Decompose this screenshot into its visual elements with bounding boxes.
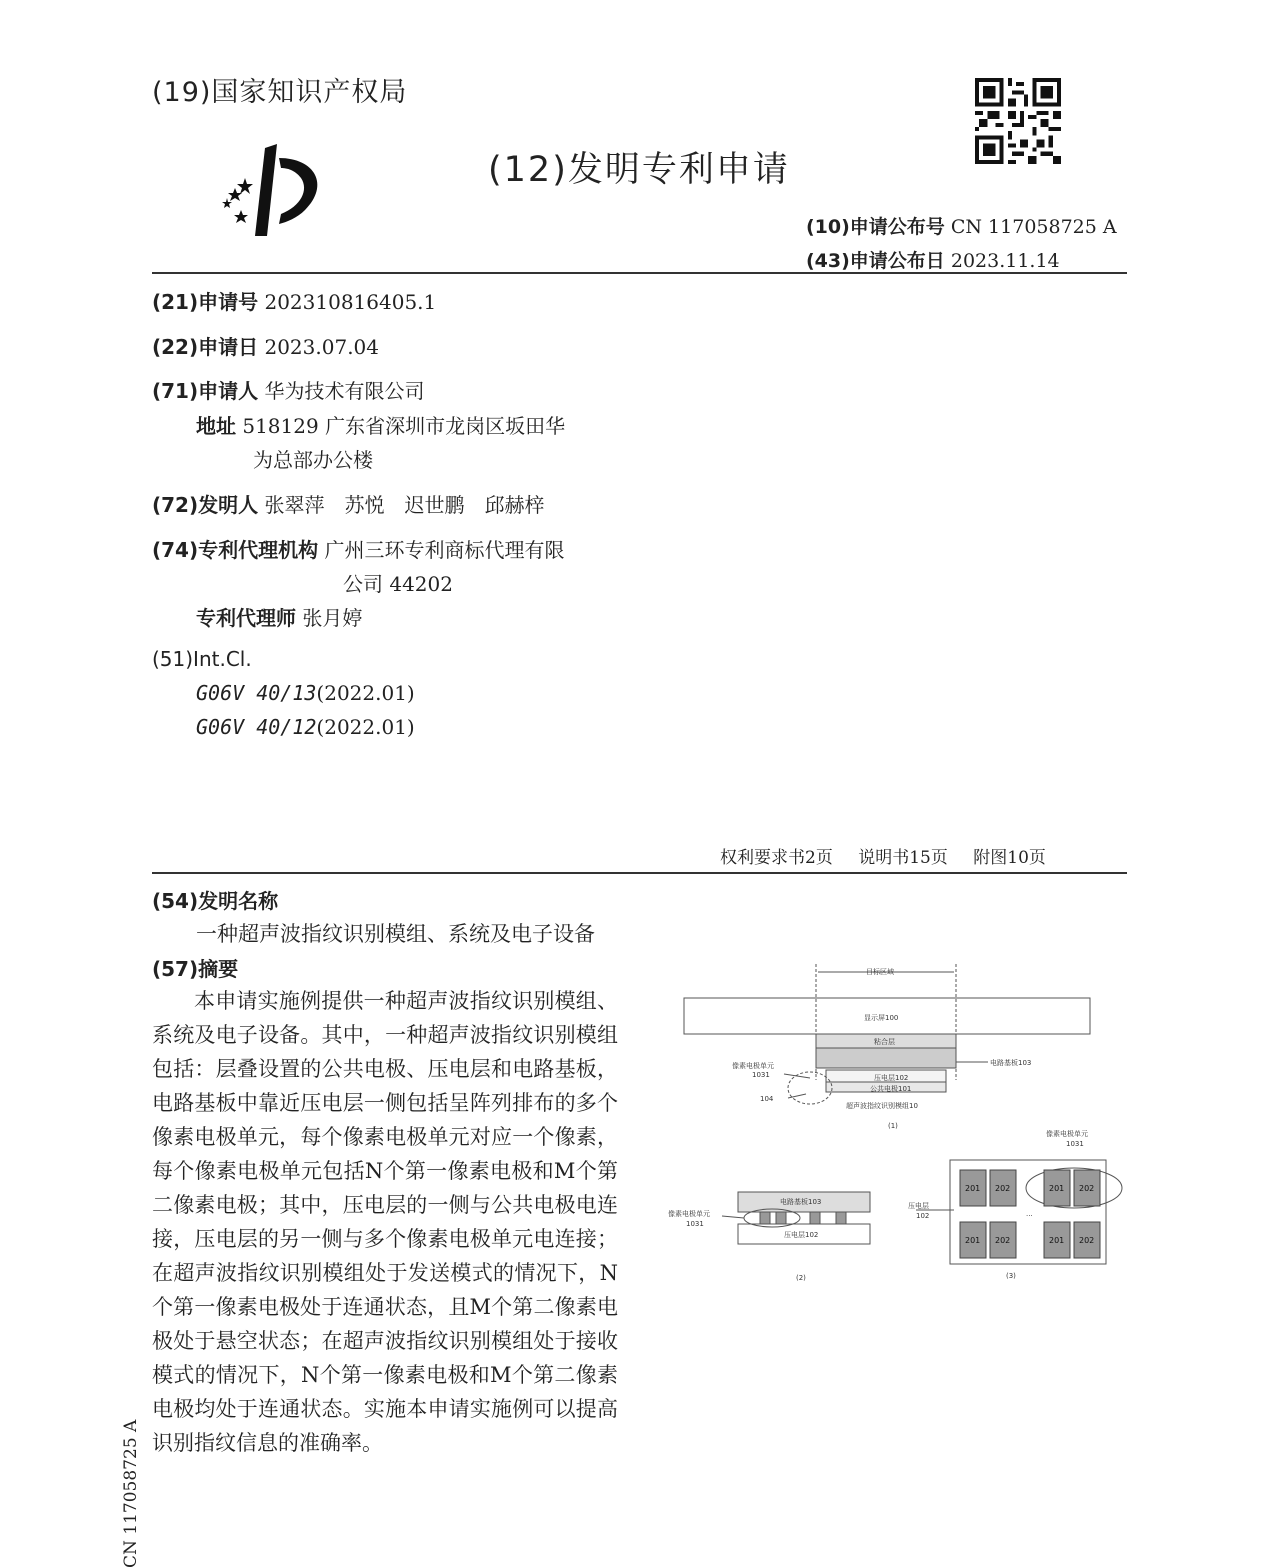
applicant: 华为技术有限公司 [264, 379, 425, 403]
address-label: 地址 [196, 414, 236, 438]
label-201: 201 [1049, 1184, 1065, 1193]
publication-date: 2023.11.14 [950, 250, 1060, 272]
inventors-row [152, 489, 544, 518]
address-line2: 为总部办公楼 [253, 448, 373, 472]
logo-star-2 [228, 188, 242, 201]
label-pixel-unit-no: 1031 [752, 1071, 770, 1079]
description-pages: 说明书15页 [858, 848, 948, 868]
abstract-text: 本申请实施例提供一种超声波指纹识别模组、系统及电子设备。其中，一种超声波指纹识别模组包括：层叠设置的公共电极、压电层和电路基板，电路基板中靠近压电层一侧包括呈阵列排布的多个像素电极单元，每个像素电极单元对应一个像素，每个像素电极单元包括N个第一像素电极和M个第二像素电极；其中，压电层的一侧与公共电极电连接，压电层的另一侧与多个像素电极单元电连接；在超声波指纹识别模组处于发送模式的情况下，N个第一像素电极处于连通状态，且M个第二像素电极处于悬空状态；在超声波指纹识别模组处于接收模式的情况下，N个第一像素电极和M个第二像素电极均处于连通状态。实施本申请实施例可以提高识别指纹信息的准确率。 [152, 989, 618, 1455]
label-fig2-pixel-unit: 像素电极单元 [668, 1210, 710, 1218]
document-type: (12)发明专利申请 [488, 150, 790, 190]
address-line1: 518129 广东省深圳市龙岗区坂田华 [242, 414, 566, 438]
issuing-office: (19)国家知识产权局 [152, 77, 408, 108]
publication-date-label: (43)申请公布日 [806, 250, 945, 272]
label-circuit-board: 电路基板103 [990, 1059, 1032, 1067]
label-fig2-pixel-unit-no: 1031 [686, 1220, 704, 1228]
abstract-divider [152, 872, 1127, 874]
label-202: 202 [1079, 1184, 1095, 1193]
invention-title: 一种超声波指纹识别模组、系统及电子设备 [196, 922, 595, 946]
logo-p-shape [255, 144, 277, 236]
label-201: 201 [965, 1236, 981, 1245]
logo-star-1 [237, 178, 253, 194]
applicant-row [152, 375, 424, 404]
side-publication-number: CN 117058725 A [121, 1419, 141, 1568]
qr-code-image [975, 78, 1061, 164]
inventors: 张翠萍 苏悦 迟世鹏 邱赫梓 [264, 493, 545, 517]
label-fig3-piezo-no: 102 [916, 1212, 930, 1220]
agent: 张月婷 [302, 606, 363, 630]
label-104: 104 [760, 1095, 774, 1103]
intcl-code: G06V 40/12 [196, 715, 317, 739]
application-number-label: (21)申请号 [152, 290, 259, 314]
address-row [196, 410, 565, 439]
label-fig2-circuit-board: 电路基板103 [780, 1198, 822, 1206]
page-counts [720, 843, 1066, 868]
label-fig3-pixel-unit: 像素电极单元 [1046, 1130, 1088, 1138]
label-dots: ... [1026, 1210, 1033, 1218]
logo-star-4 [234, 210, 248, 223]
intcl-version: (2022.01) [316, 681, 415, 705]
publication-date-row [806, 246, 1060, 273]
abstract-label: (57)摘要 [152, 957, 239, 981]
applicant-label: (71)申请人 [152, 379, 259, 403]
label-module: 超声波指纹识别模组10 [846, 1102, 918, 1110]
title-label: (54)发明名称 [152, 889, 279, 913]
label-201: 201 [1049, 1236, 1065, 1245]
agency-row [152, 534, 564, 563]
agency-label: (74)专利代理机构 [152, 538, 319, 562]
publication-number: CN 117058725 A [950, 216, 1117, 238]
caption-3: (3) [1006, 1272, 1016, 1280]
label-adhesive: 粘合层 [874, 1038, 895, 1046]
logo-star-3 [222, 198, 232, 208]
intcl-entry [196, 715, 415, 739]
intcl-entry [196, 681, 415, 705]
application-date-label: (22)申请日 [152, 335, 259, 359]
application-number-row [152, 286, 436, 315]
header-divider [152, 272, 1127, 274]
application-date: 2023.07.04 [264, 335, 379, 359]
agency-line1: 广州三环专利商标代理有限 [324, 538, 565, 562]
agency-line2: 公司 44202 [343, 572, 453, 596]
application-number: 202310816405.1 [264, 290, 437, 314]
claims-pages: 权利要求书2页 [720, 848, 833, 868]
label-202: 202 [995, 1184, 1011, 1193]
label-display: 显示屏100 [864, 1014, 899, 1022]
label-common-electrode: 公共电极101 [870, 1085, 912, 1093]
inventors-label: (72)发明人 [152, 493, 259, 517]
intcl-label: (51)Int.Cl. [152, 647, 252, 671]
circuit-board-layer [816, 1048, 956, 1068]
detail-ellipse [788, 1072, 832, 1104]
intcl-code: G06V 40/13 [196, 681, 317, 705]
intcl-version: (2022.01) [316, 715, 415, 739]
publication-number-row [806, 212, 1117, 239]
caption-2: (2) [796, 1274, 806, 1282]
agent-label: 专利代理师 [196, 606, 296, 630]
label-piezo: 压电层102 [874, 1074, 909, 1082]
label-pixel-unit: 像素电极单元 [732, 1062, 774, 1070]
label-202: 202 [1079, 1236, 1095, 1245]
publication-number-label: (10)申请公布号 [806, 216, 945, 238]
label-fig2-piezo: 压电层102 [784, 1231, 819, 1239]
label-fig3-pixel-unit-no: 1031 [1066, 1140, 1084, 1148]
abstract-figure [660, 960, 1140, 1290]
agent-row [196, 602, 362, 631]
label-target-area: 目标区域 [866, 968, 894, 976]
abstract-body [152, 984, 618, 1460]
drawings-pages: 附图10页 [973, 848, 1046, 868]
application-date-row [152, 331, 379, 360]
caption-1: (1) [888, 1122, 898, 1130]
cnipa-logo [205, 140, 335, 240]
label-fig3-piezo: 压电层 [908, 1202, 929, 1210]
label-202: 202 [995, 1236, 1011, 1245]
label-201: 201 [965, 1184, 981, 1193]
logo-p-bowl [279, 158, 317, 224]
